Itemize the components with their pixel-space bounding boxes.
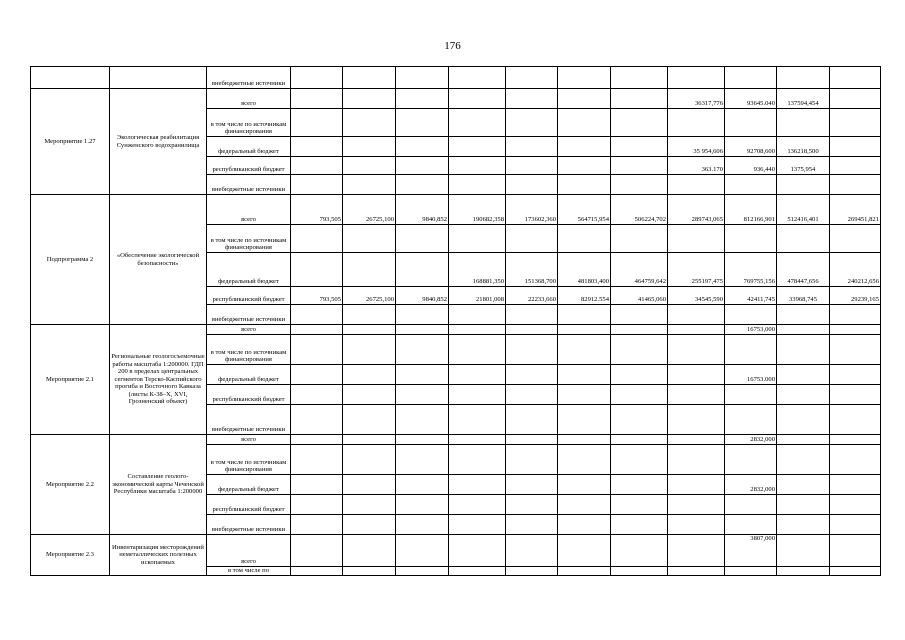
source-republic: республиканский бюджет: [207, 287, 291, 305]
value-cell: 22233,660: [506, 287, 558, 305]
value-cell: 269451,821: [830, 195, 881, 225]
source-including: в том числе по источникам финансирования: [207, 109, 291, 137]
source-republic: республиканский бюджет: [207, 495, 291, 515]
value-cell: 506224,702: [611, 195, 668, 225]
value-cell: 168881,350: [449, 253, 506, 287]
subprogram-label: Подпрограмма 2: [31, 195, 110, 325]
source-including: в том числе по источникам финансирования: [207, 225, 291, 253]
page-number: 176: [444, 40, 461, 52]
value-cell: 33968,745: [777, 287, 830, 305]
value-cell: 35 954,606: [668, 137, 725, 157]
source-total: всего: [207, 195, 291, 225]
table-row: [31, 195, 881, 225]
source-extra: внебюджетные источники: [207, 515, 291, 535]
value-cell: 93645.040: [725, 89, 777, 109]
value-cell: 793,505: [291, 287, 343, 305]
value-cell: 2832,000: [725, 475, 777, 495]
value-cell: 190682,358: [449, 195, 506, 225]
value-cell: 363.170: [668, 157, 725, 175]
value-cell: 478447,656: [777, 253, 830, 287]
table-row: [31, 435, 881, 445]
value-cell: 812166,901: [725, 195, 777, 225]
value-cell: 34545,590: [668, 287, 725, 305]
value-cell: 26725,100: [343, 195, 396, 225]
measure-label: Мероприятие 2.3: [31, 535, 110, 576]
source-republic: республиканский бюджет: [207, 157, 291, 175]
measure-label: Мероприятие 2.2: [31, 435, 110, 535]
value-cell: 464759,642: [611, 253, 668, 287]
table-row: [31, 67, 881, 89]
value-cell: 26725,100: [343, 287, 396, 305]
value-cell: 512416,401: [777, 195, 830, 225]
value-cell: 92708,600: [725, 137, 777, 157]
table-row: [31, 325, 881, 335]
measure-description: Составление геолого-экономической карты Чеченской Республики масштаба 1:200000: [110, 435, 207, 535]
value-cell: 137594,454: [777, 89, 830, 109]
measure-label: Мероприятие 1.27: [31, 89, 110, 195]
value-cell: 481803,400: [558, 253, 611, 287]
source-total: всего: [207, 435, 291, 445]
measure-label: Мероприятие 2.1: [31, 325, 110, 435]
source-total: всего: [207, 89, 291, 109]
source-including: в том числе по источникам финансирования: [207, 445, 291, 475]
value-cell: 151368,700: [506, 253, 558, 287]
source-extra: внебюджетные источники: [207, 405, 291, 435]
value-cell: 42411,745: [725, 287, 777, 305]
value-cell: 769755,156: [725, 253, 777, 287]
value-cell: 82912.554: [558, 287, 611, 305]
value-cell: 255197,475: [668, 253, 725, 287]
value-cell: 793,505: [291, 195, 343, 225]
subprogram-description: «Обеспечение экологической безопасности»: [110, 195, 207, 325]
source-total: всего: [207, 325, 291, 335]
measure-description: Региональные геологосъемочные работы масштаба 1:200000. ГДП 200 в пределах центральных сегментов Терско-Каспийского прогиба и Восточного Кавказа (листы К-38–Х, XVI, Грозненский объект): [110, 325, 207, 435]
source-total: всего: [207, 535, 291, 567]
value-cell: 240212,656: [830, 253, 881, 287]
source-federal: федеральный бюджет: [207, 137, 291, 157]
budget-table: [30, 66, 881, 576]
value-cell: 16753,000: [725, 325, 777, 335]
value-cell: 936,440: [725, 157, 777, 175]
measure-description: Инвентаризация месторождений неметаллических полезных ископаемых: [110, 535, 207, 576]
value-cell: 2832,000: [725, 435, 777, 445]
measure-description: Экологическая реабилитация Сунженского водохранилища: [110, 89, 207, 195]
source-extra: внебюджетные источники: [207, 67, 291, 89]
source-federal: федеральный бюджет: [207, 365, 291, 385]
value-cell: 9840,852: [396, 287, 449, 305]
value-cell: 29239,165: [830, 287, 881, 305]
source-federal: федеральный бюджет: [207, 253, 291, 287]
value-cell: 9840,852: [396, 195, 449, 225]
value-cell: 36317,776: [668, 89, 725, 109]
source-including: в том числе по источникам финансирования: [207, 335, 291, 365]
value-cell: 173602,360: [506, 195, 558, 225]
table-row: [31, 535, 881, 567]
value-cell: 16753.000: [725, 365, 777, 385]
table-row: [31, 89, 881, 109]
value-cell: 3807,000: [725, 535, 777, 567]
source-federal: федеральный бюджет: [207, 475, 291, 495]
source-including: в том числе по: [207, 567, 291, 576]
value-cell: 289743,065: [668, 195, 725, 225]
source-extra: внебюджетные источники: [207, 175, 291, 195]
value-cell: 564715,954: [558, 195, 611, 225]
value-cell: 21801,008: [449, 287, 506, 305]
source-extra: внебюджетные источники: [207, 305, 291, 325]
value-cell: 1375,954: [777, 157, 830, 175]
value-cell: 41465,060: [611, 287, 668, 305]
value-cell: 136218,500: [777, 137, 830, 157]
source-republic: республиканский бюджет: [207, 385, 291, 405]
